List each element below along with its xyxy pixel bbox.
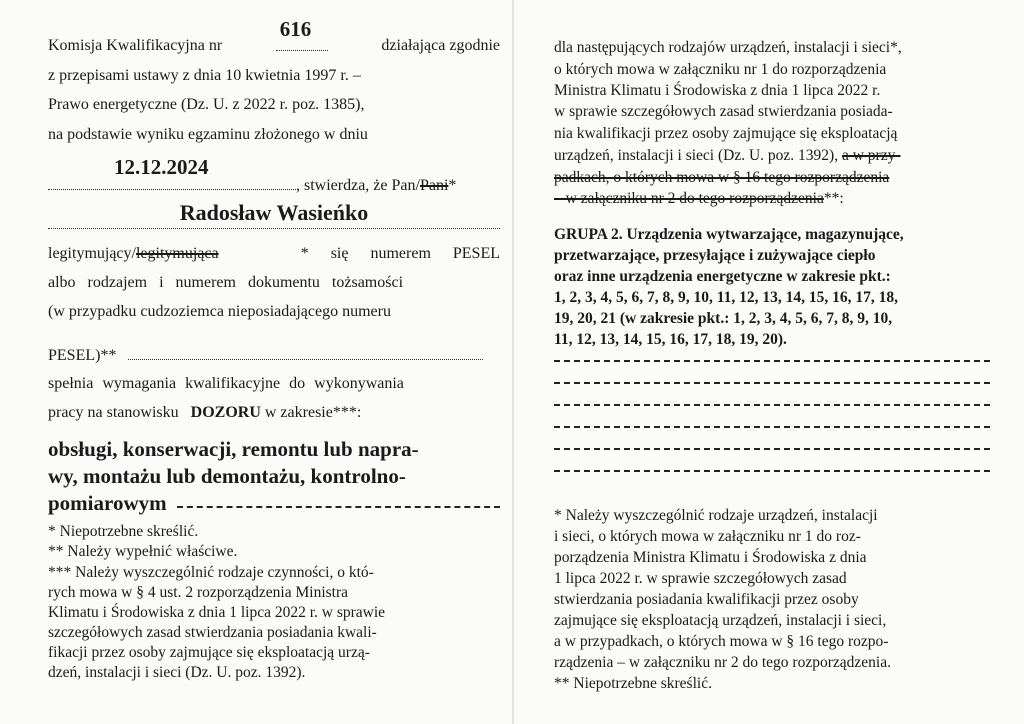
text-pesel: * się numerem PESEL xyxy=(300,245,500,262)
note-line-5: stwierdzania posiadania kwalifikacji przez osoby xyxy=(554,591,859,608)
scope-text-3: pomiarowym xyxy=(48,491,167,515)
position-name: DOZORU xyxy=(190,404,261,421)
line-document xyxy=(48,273,500,293)
note-line-1: * Należy wyszczególnić rodzaje urządzeń, instalacji xyxy=(554,507,878,524)
text-acting: działająca zgodnie xyxy=(381,37,500,54)
text-energy-law: Prawo energetyczne (Dz. U. z 2022 r. poz. 1385), xyxy=(48,96,365,113)
group-line-6: 11, 12, 13, 14, 15, 16, 17, 18, 19, 20). xyxy=(554,331,787,348)
group-line-5: 19, 20, 21 (w zakresie pkt.: 1, 2, 3, 4, 5, 6, 7, 8, 9, 10, xyxy=(554,310,893,327)
fn3-text-5: fikacji przez osoby zajmujące się eksploatacją urzą- xyxy=(48,644,370,661)
group-line-3: oraz inne urządzenia energetyczne w zakresie pkt.: xyxy=(554,268,891,285)
text-position: pracy na stanowisku xyxy=(48,404,179,421)
footnote-3-line-2 xyxy=(48,583,500,602)
text-document: albo rodzajem i numerem dokumentu tożsamości xyxy=(48,274,404,291)
footnote-1: * Niepotrzebne skreślić. xyxy=(48,523,199,540)
note-line-6: zajmujące się eksploatacją urządzeń, instalacji i sieci, xyxy=(554,612,887,629)
group-line-2: przetwarzające, przesyłające i zużywające ciepło xyxy=(554,247,876,264)
line-foreigner xyxy=(48,302,500,322)
footnote-3-line-3 xyxy=(48,603,500,622)
footnote-2: ** Należy wypełnić właściwe. xyxy=(48,543,238,560)
text-colon: **: xyxy=(823,190,844,207)
dash-line-6 xyxy=(554,470,990,472)
right-line-7: padkach, o których mowa w § 16 tego rozporządzenia xyxy=(554,169,890,186)
right-line-6 xyxy=(554,146,900,165)
pesel-field xyxy=(128,345,483,360)
dash-line-5 xyxy=(554,448,990,450)
right-line-1: dla następujących rodzajów urządzeń, instalacji i sieci*, xyxy=(554,39,902,56)
scope-text-1: obsługi, konserwacji, remontu lub napra- xyxy=(48,437,419,461)
line-pesel xyxy=(48,345,500,366)
line-position xyxy=(48,403,361,423)
line-energy-law xyxy=(48,95,500,115)
text-commission: Komisja Kwalifikacyjna nr xyxy=(48,37,223,54)
group-line-1: GRUPA 2. Urządzenia wytwarzające, magazynujące, xyxy=(554,226,904,243)
text-pesel-close: PESEL)** xyxy=(48,347,117,364)
right-line-5: nia kwalifikacji przez osoby zajmujące się eksploatacją xyxy=(554,125,898,142)
line-date xyxy=(48,155,500,196)
line-law xyxy=(48,66,500,86)
note-line-4: 1 lipca 2022 r. w sprawie szczegółowych zasad xyxy=(554,570,847,587)
name-dotted-line xyxy=(48,228,500,229)
right-line-8 xyxy=(554,189,844,208)
scope-line-1 xyxy=(48,436,419,462)
footnote-3-line-1 xyxy=(48,563,500,582)
line-commission xyxy=(48,17,500,57)
commission-number: 616 xyxy=(279,17,312,41)
line-meets xyxy=(48,374,500,394)
text-law: z przepisami ustawy z dnia 10 kwietnia 1997 r. – xyxy=(48,67,361,84)
note-line-9: ** Niepotrzebne skreślić. xyxy=(554,675,712,692)
footnote-3-line-6: dzeń, instalacji i sieci (Dz. U. poz. 1392). xyxy=(48,664,306,681)
dash-line-4 xyxy=(554,426,990,428)
scope-text-2: wy, montażu lub demontażu, kontrolno- xyxy=(48,464,406,488)
note-line-7: a w przypadkach, o których mowa w § 16 tego rozpo- xyxy=(554,633,889,650)
text-devices: urządzeń, instalacji i sieci (Dz. U. poz. 1392), xyxy=(554,147,839,164)
note-line-8: rządzenia – w załączniku nr 2 do tego rozporządzenia. xyxy=(554,654,891,671)
dash-line-3 xyxy=(554,404,990,406)
note-line-3: porządzenia Ministra Klimatu i Środowiska z dnia xyxy=(554,549,867,566)
struck-legitymujaca: legitymująca xyxy=(135,245,219,262)
text-scope: w zakresie***: xyxy=(264,404,362,421)
footnote-3-line-5 xyxy=(48,643,500,662)
person-name: Radosław Wasieńko xyxy=(179,200,369,225)
struck-text-3: – w załączniku nr 2 do tego rozporządzenia xyxy=(554,190,824,207)
page-fold xyxy=(512,0,514,724)
right-line-4: w sprawie szczegółowych zasad stwierdzania posiada- xyxy=(554,103,893,120)
text-foreigner: (w przypadku cudzoziemca nieposiadającego numeru xyxy=(48,303,391,320)
right-line-3: Ministra Klimatu i Środowiska z dnia 1 lipca 2022 r. xyxy=(554,82,881,99)
scope-line-2 xyxy=(48,463,406,489)
right-line-2: o których mowa w załączniku nr 1 do rozporządzenia xyxy=(554,61,887,78)
scope-dashes xyxy=(177,506,500,508)
text-meets: spełnia wymagania kwalifikacyjne do wykonywania xyxy=(48,375,404,392)
text-exam: na podstawie wyniku egzaminu złożonego w dniu xyxy=(48,126,368,143)
struck-text-1: a w przy- xyxy=(841,147,901,164)
dash-line-2 xyxy=(554,382,990,384)
text-identifying: legitymujący/ xyxy=(48,245,136,262)
group-line-4: 1, 2, 3, 4, 5, 6, 7, 8, 9, 10, 11, 12, 13, 14, 15, 16, 17, 18, xyxy=(554,289,899,306)
text-states: , stwierdza, że Pan/ xyxy=(296,177,420,194)
fn3-text-4: szczegółowych zasad stwierdzania posiadania kwali- xyxy=(48,624,377,641)
footnote-3-line-4 xyxy=(48,623,500,642)
exam-date: 12.12.2024 xyxy=(114,155,209,179)
line-exam xyxy=(48,125,500,145)
commission-number-field xyxy=(276,17,328,57)
line-id xyxy=(48,244,500,264)
fn3-text-2: rych mowa w § 4 ust. 2 rozporządzenia Ministra xyxy=(48,584,349,601)
fn3-text-3: Klimatu i Środowiska z dnia 1 lipca 2022 r. w sprawie xyxy=(48,604,386,621)
fn3-text-1: *** Należy wyszczególnić rodzaje czynności, o któ- xyxy=(48,564,374,581)
dash-line-1 xyxy=(554,360,990,362)
asterisk: * xyxy=(448,177,457,194)
scope-line-3 xyxy=(48,490,500,516)
note-line-2: i sieci, o których mowa w załączniku nr 1 do roz- xyxy=(554,528,861,545)
struck-pani: Pani xyxy=(419,177,449,194)
